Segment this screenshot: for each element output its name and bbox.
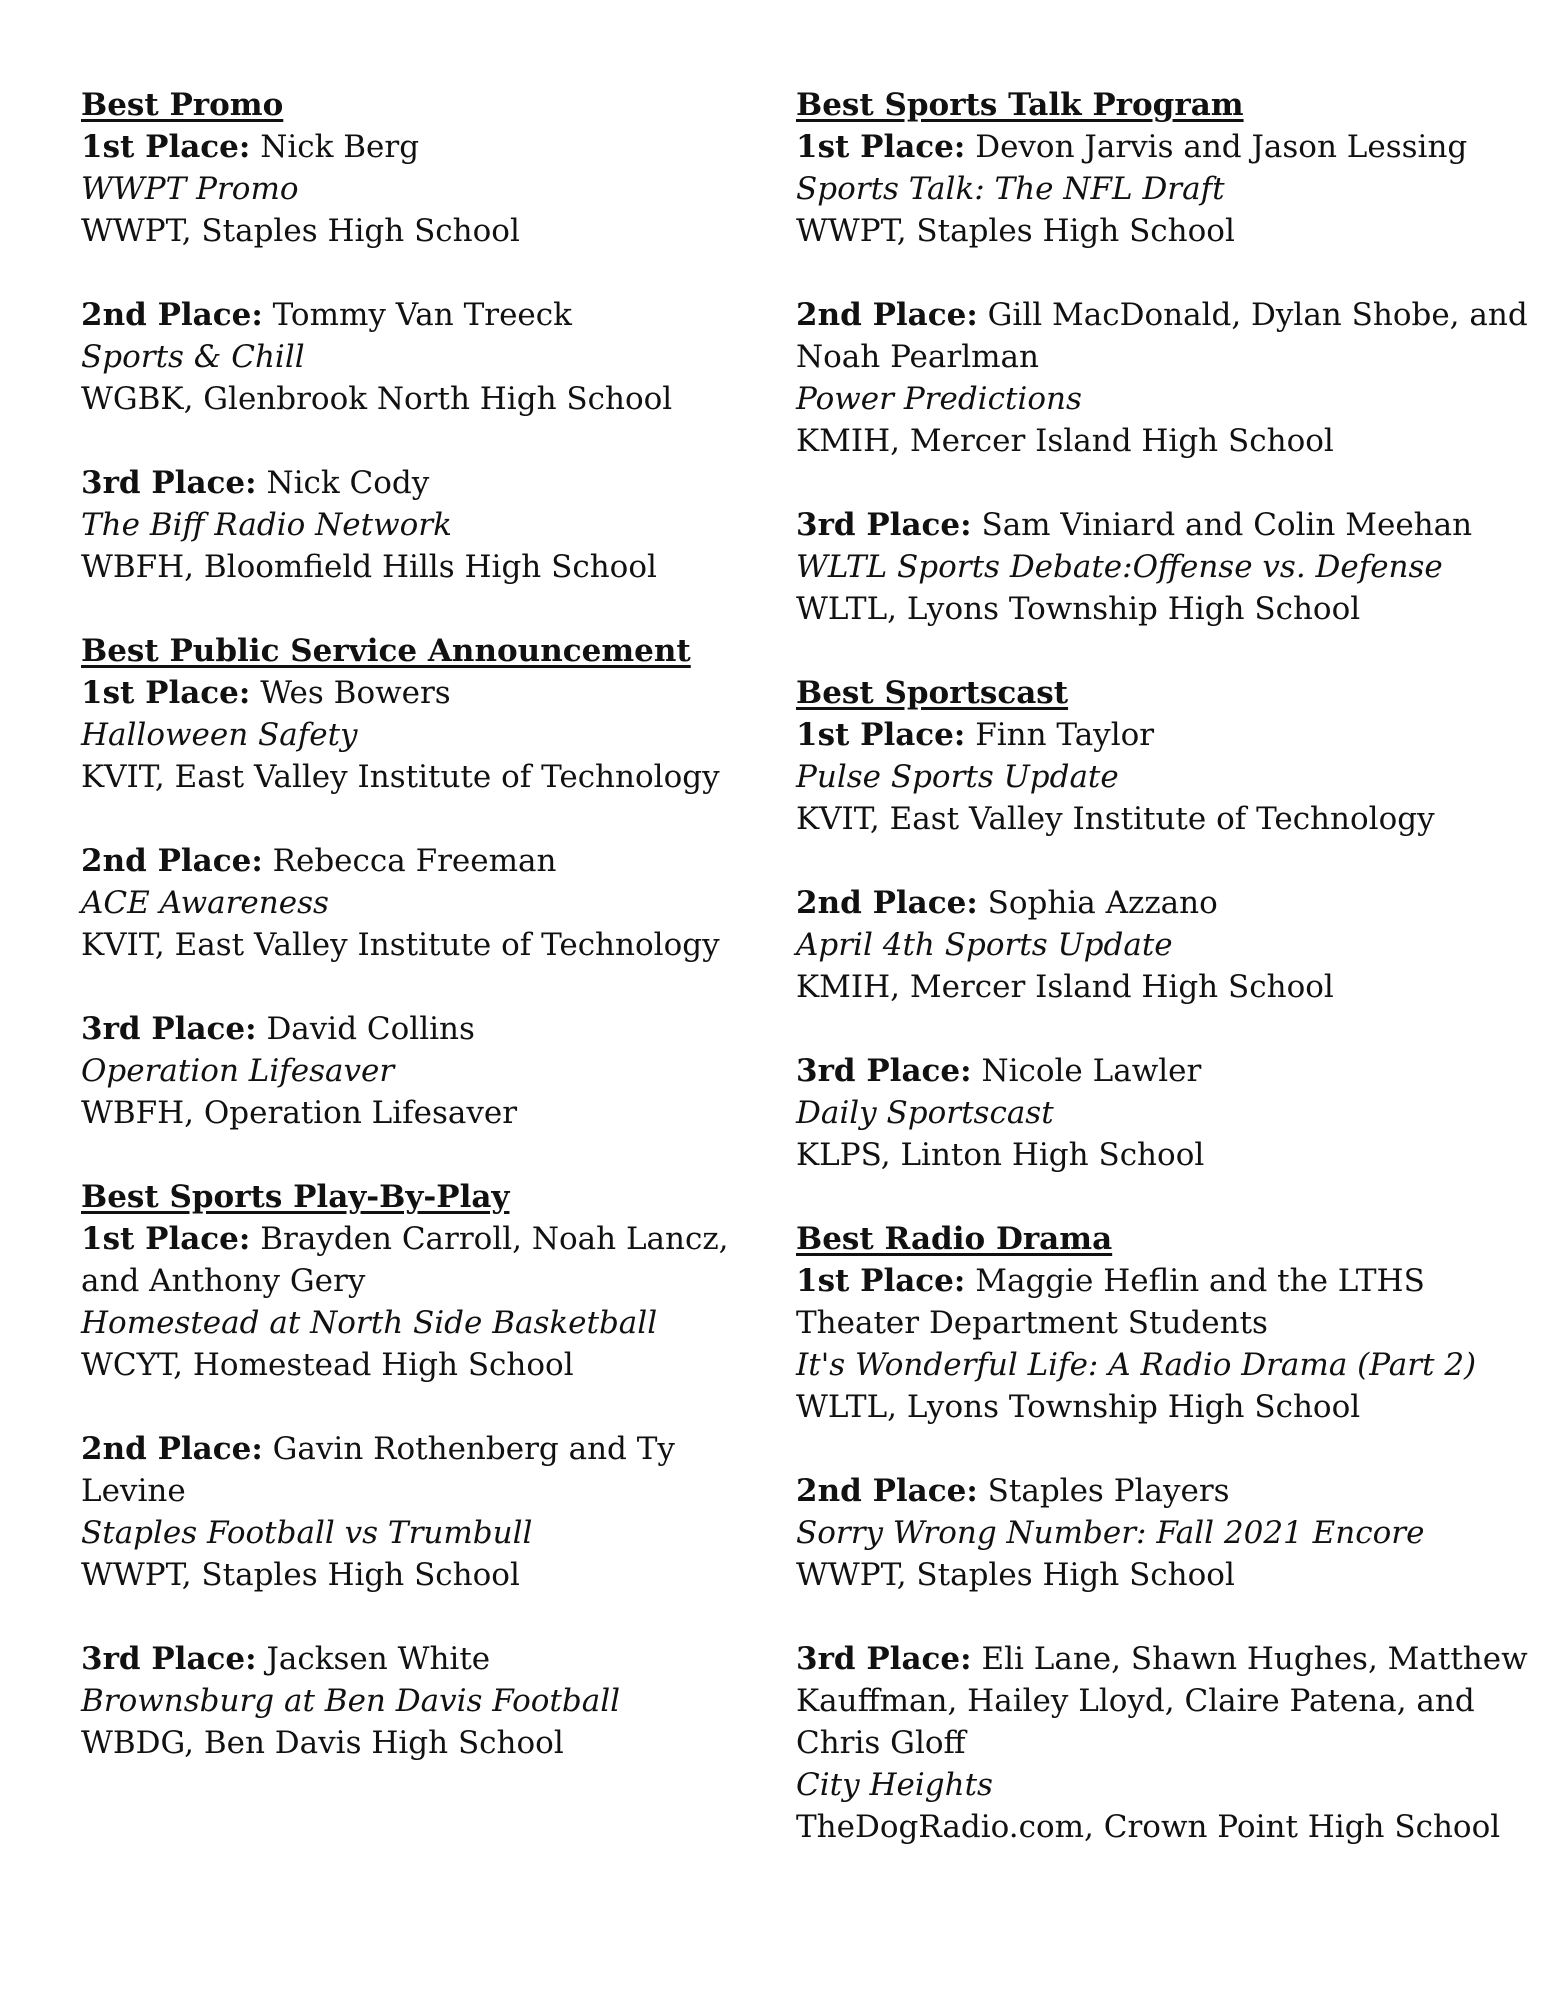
award-entry bbox=[796, 714, 1536, 840]
right-column bbox=[796, 84, 1536, 1890]
category-title: Best Public Service Announcement bbox=[81, 633, 691, 669]
work-title: Sports Talk: The NFL Draft bbox=[796, 171, 1225, 207]
place-label: 1st Place: bbox=[81, 1221, 251, 1257]
station-school: TheDogRadio.com, Crown Point High School bbox=[796, 1809, 1501, 1845]
winner-names: Devon Jarvis and Jason Lessing bbox=[975, 129, 1468, 165]
place-label: 2nd Place: bbox=[796, 885, 978, 921]
station-school: KMIH, Mercer Island High School bbox=[796, 423, 1334, 459]
work-title: Pulse Sports Update bbox=[796, 759, 1119, 795]
station-school: WCYT, Homestead High School bbox=[81, 1347, 574, 1383]
place-line bbox=[81, 1638, 771, 1680]
award-category bbox=[81, 84, 771, 588]
award-entry bbox=[796, 1470, 1536, 1596]
award-entry bbox=[796, 1260, 1536, 1428]
place-label: 2nd Place: bbox=[81, 1431, 263, 1467]
place-line bbox=[81, 1428, 771, 1512]
award-entry bbox=[81, 294, 771, 420]
place-label: 1st Place: bbox=[796, 1263, 966, 1299]
place-line bbox=[796, 294, 1536, 378]
winner-names: Gavin Rothenberg and Ty Levine bbox=[81, 1431, 675, 1509]
place-line bbox=[796, 1050, 1536, 1092]
place-line bbox=[796, 714, 1536, 756]
place-label: 3rd Place: bbox=[81, 1641, 257, 1677]
work-title: Daily Sportscast bbox=[796, 1095, 1054, 1131]
work-title: City Heights bbox=[796, 1767, 993, 1803]
station-school: WWPT, Staples High School bbox=[796, 1557, 1235, 1593]
place-label: 3rd Place: bbox=[796, 1641, 972, 1677]
work-title: Homestead at North Side Basketball bbox=[81, 1305, 658, 1341]
work-title: Operation Lifesaver bbox=[81, 1053, 395, 1089]
award-entry bbox=[81, 672, 771, 798]
station-school: WGBK, Glenbrook North High School bbox=[81, 381, 673, 417]
award-category bbox=[796, 1218, 1536, 1848]
place-line bbox=[81, 672, 771, 714]
station-school: WWPT, Staples High School bbox=[81, 213, 520, 249]
winner-names: Nick Cody bbox=[266, 465, 430, 501]
award-entry bbox=[796, 1050, 1536, 1176]
work-title: It's Wonderful Life: A Radio Drama (Part 2) bbox=[796, 1347, 1477, 1383]
winner-names: Brayden Carroll, Noah Lancz, and Anthony Gery bbox=[81, 1221, 729, 1299]
work-title: The Biff Radio Network bbox=[81, 507, 452, 543]
work-title: Staples Football vs Trumbull bbox=[81, 1515, 533, 1551]
place-label: 3rd Place: bbox=[796, 507, 972, 543]
place-line bbox=[796, 1470, 1536, 1512]
award-entry bbox=[796, 504, 1536, 630]
award-entry bbox=[796, 126, 1536, 252]
place-line bbox=[796, 1260, 1536, 1344]
station-school: KVIT, East Valley Institute of Technology bbox=[81, 759, 720, 795]
category-title: Best Promo bbox=[81, 87, 284, 123]
award-category bbox=[796, 84, 1536, 630]
work-title: ACE Awareness bbox=[81, 885, 329, 921]
award-category bbox=[81, 1176, 771, 1764]
winner-names: Nicole Lawler bbox=[981, 1053, 1202, 1089]
award-category bbox=[796, 672, 1536, 1176]
award-entry bbox=[81, 462, 771, 588]
station-school: KMIH, Mercer Island High School bbox=[796, 969, 1334, 1005]
winner-names: Tommy Van Treeck bbox=[272, 297, 572, 333]
place-label: 3rd Place: bbox=[81, 1011, 257, 1047]
award-entry bbox=[81, 1428, 771, 1596]
place-line bbox=[81, 462, 771, 504]
station-school: WLTL, Lyons Township High School bbox=[796, 1389, 1361, 1425]
place-line bbox=[81, 1008, 771, 1050]
station-school: KVIT, East Valley Institute of Technology bbox=[796, 801, 1435, 837]
category-title: Best Sportscast bbox=[796, 675, 1069, 711]
winner-names: Sam Viniard and Colin Meehan bbox=[981, 507, 1473, 543]
work-title: Sports & Chill bbox=[81, 339, 305, 375]
place-line bbox=[796, 504, 1536, 546]
winner-names: Nick Berg bbox=[260, 129, 420, 165]
winner-names: Sophia Azzano bbox=[987, 885, 1218, 921]
place-label: 2nd Place: bbox=[796, 297, 978, 333]
award-category bbox=[81, 630, 771, 1134]
place-line bbox=[81, 126, 771, 168]
winner-names: Wes Bowers bbox=[260, 675, 451, 711]
winner-names: Staples Players bbox=[987, 1473, 1230, 1509]
place-line bbox=[796, 126, 1536, 168]
place-line bbox=[81, 294, 771, 336]
place-label: 1st Place: bbox=[796, 717, 966, 753]
award-entry bbox=[81, 126, 771, 252]
place-label: 2nd Place: bbox=[796, 1473, 978, 1509]
winner-names: Eli Lane, Shawn Hughes, Matthew Kauffman, Hailey Lloyd, Claire Patena, and Chris Gloff bbox=[796, 1641, 1528, 1761]
award-entry bbox=[796, 294, 1536, 462]
category-title: Best Sports Play-By-Play bbox=[81, 1179, 510, 1215]
place-line bbox=[81, 840, 771, 882]
work-title: Sorry Wrong Number: Fall 2021 Encore bbox=[796, 1515, 1425, 1551]
place-label: 2nd Place: bbox=[81, 297, 263, 333]
station-school: WBFH, Bloomfield Hills High School bbox=[81, 549, 657, 585]
category-title: Best Radio Drama bbox=[796, 1221, 1113, 1257]
place-line bbox=[796, 1638, 1536, 1764]
place-label: 3rd Place: bbox=[81, 465, 257, 501]
work-title: WWPT Promo bbox=[81, 171, 299, 207]
station-school: WBFH, Operation Lifesaver bbox=[81, 1095, 518, 1131]
place-label: 1st Place: bbox=[81, 675, 251, 711]
award-entry bbox=[796, 882, 1536, 1008]
award-entry bbox=[796, 1638, 1536, 1848]
station-school: WWPT, Staples High School bbox=[796, 213, 1235, 249]
place-label: 2nd Place: bbox=[81, 843, 263, 879]
winner-names: Finn Taylor bbox=[975, 717, 1155, 753]
place-line bbox=[796, 882, 1536, 924]
award-entry bbox=[81, 840, 771, 966]
work-title: Brownsburg at Ben Davis Football bbox=[81, 1683, 621, 1719]
place-label: 1st Place: bbox=[81, 129, 251, 165]
work-title: WLTL Sports Debate:Offense vs. Defense bbox=[796, 549, 1443, 585]
place-label: 1st Place: bbox=[796, 129, 966, 165]
winner-names: Rebecca Freeman bbox=[272, 843, 557, 879]
station-school: WLTL, Lyons Township High School bbox=[796, 591, 1361, 627]
work-title: Halloween Safety bbox=[81, 717, 358, 753]
award-entry bbox=[81, 1008, 771, 1134]
award-entry bbox=[81, 1218, 771, 1386]
place-line bbox=[81, 1218, 771, 1302]
work-title: Power Predictions bbox=[796, 381, 1082, 417]
category-title: Best Sports Talk Program bbox=[796, 87, 1244, 123]
station-school: KVIT, East Valley Institute of Technology bbox=[81, 927, 720, 963]
station-school: WBDG, Ben Davis High School bbox=[81, 1725, 564, 1761]
award-entry bbox=[81, 1638, 771, 1764]
winner-names: Gill MacDonald, Dylan Shobe, and Noah Pearlman bbox=[796, 297, 1528, 375]
left-column bbox=[81, 84, 771, 1806]
winner-names: Maggie Heflin and the LTHS Theater Department Students bbox=[796, 1263, 1425, 1341]
place-label: 3rd Place: bbox=[796, 1053, 972, 1089]
station-school: WWPT, Staples High School bbox=[81, 1557, 520, 1593]
winner-names: Jacksen White bbox=[266, 1641, 491, 1677]
station-school: KLPS, Linton High School bbox=[796, 1137, 1205, 1173]
work-title: April 4th Sports Update bbox=[796, 927, 1173, 963]
winner-names: David Collins bbox=[266, 1011, 475, 1047]
